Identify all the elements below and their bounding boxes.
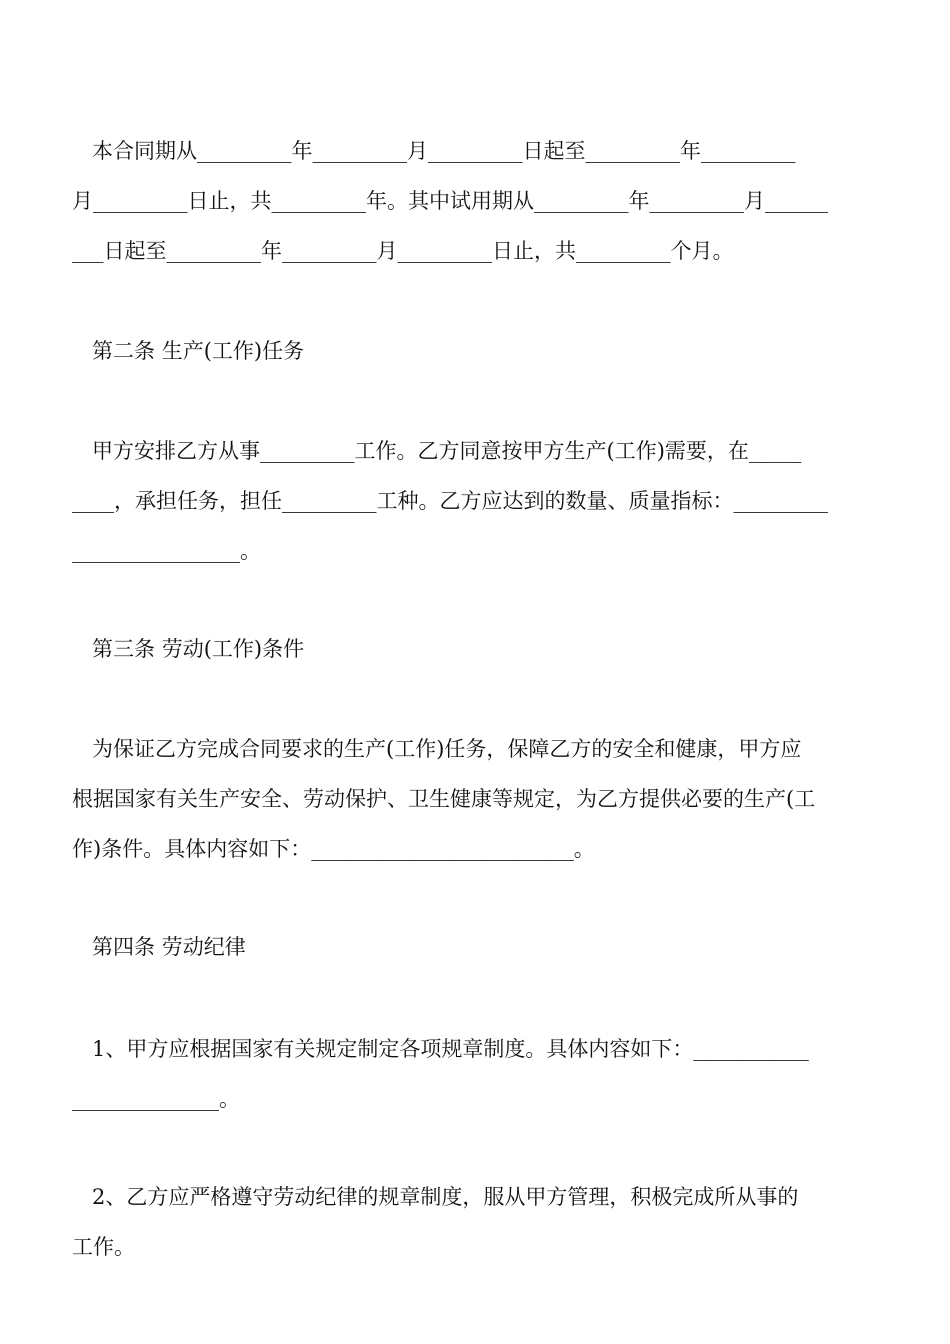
contract-term-line-3: ___日起至_________年_________月_________日止，共_________个月。 — [72, 239, 734, 263]
contract-term-line-2: 月_________日止，共_________年。其中试用期从_________年_________月______ — [72, 189, 828, 213]
article-3-line-3: 作)条件。具体内容如下：_________________________。 — [72, 837, 595, 861]
article-4-heading: 第四条 劳动纪律 — [72, 935, 246, 959]
article-2-line-2: ____，承担任务，担任_________工种。乙方应达到的数量、质量指标：_________ — [72, 489, 828, 513]
article-3-line-2: 根据国家有关生产安全、劳动保护、卫生健康等规定，为乙方提供必要的生产(工 — [72, 787, 816, 811]
article-4-item-1-line-1: 1、甲方应根据国家有关规定制定各项规章制度。具体内容如下：___________ — [72, 1037, 809, 1061]
article-3-heading: 第三条 劳动(工作)条件 — [72, 637, 305, 661]
article-2-heading: 第二条 生产(工作)任务 — [72, 339, 305, 363]
article-2-line-3: ________________。 — [72, 539, 261, 563]
article-2-line-1: 甲方安排乙方从事_________工作。乙方同意按甲方生产(工作)需要，在_____ — [72, 439, 802, 463]
article-4-item-1-line-2: ______________。 — [72, 1087, 240, 1111]
article-4-item-2-line-2: 工作。 — [72, 1235, 135, 1259]
article-4-item-2-line-1: 2、乙方应严格遵守劳动纪律的规章制度，服从甲方管理，积极完成所从事的 — [72, 1185, 799, 1209]
article-3-line-1: 为保证乙方完成合同要求的生产(工作)任务，保障乙方的安全和健康，甲方应 — [72, 737, 802, 761]
contract-term-line-1: 本合同期从_________年_________月_________日起至_________年_________ — [72, 139, 796, 163]
